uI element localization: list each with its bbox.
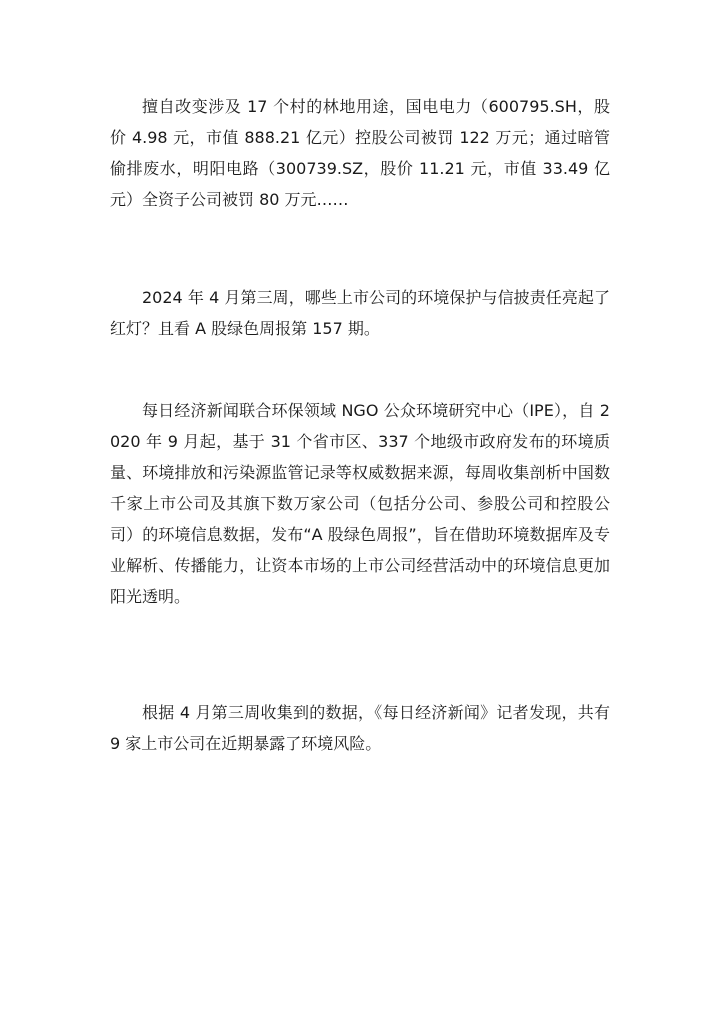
paragraph-background: 每日经济新闻联合环保领域 NGO 公众环境研究中心（IPE），自 2020 年 9 月起，基于 31 个省市区、337 个地级市政府发布的环境质量、环境排放和污染源监管记录等权威数据来源，每周收集剖析中国数千家上市公司及其旗下数万家公司（包括分公司、参股公司和控股公司）的环境信息数据，发布“A 股绿色周报”，旨在借助环境数据库及专业解析、传播能力，让资本市场的上市公司经营活动中的环境信息更加阳光透明。	[110, 401, 610, 606]
paragraph-penalties: 擅自改变涉及 17 个村的林地用途，国电电力（600795.SH，股价 4.98 元，市值 888.21 亿元）控股公司被罚 122 万元；通过暗管偷排废水，明阳电路（300739.SZ，股价 11.21 元，市值 33.49 亿元）全资子公司被罚 80 万元……	[110, 97, 610, 209]
paragraph-summary: 根据 4 月第三周收集到的数据，《每日经济新闻》记者发现，共有 9 家上市公司在近期暴露了环境风险。	[110, 703, 610, 753]
paragraph-intro: 2024 年 4 月第三周，哪些上市公司的环境保护与信披责任亮起了红灯？且看 A 股绿色周报第 157 期。	[110, 288, 610, 338]
